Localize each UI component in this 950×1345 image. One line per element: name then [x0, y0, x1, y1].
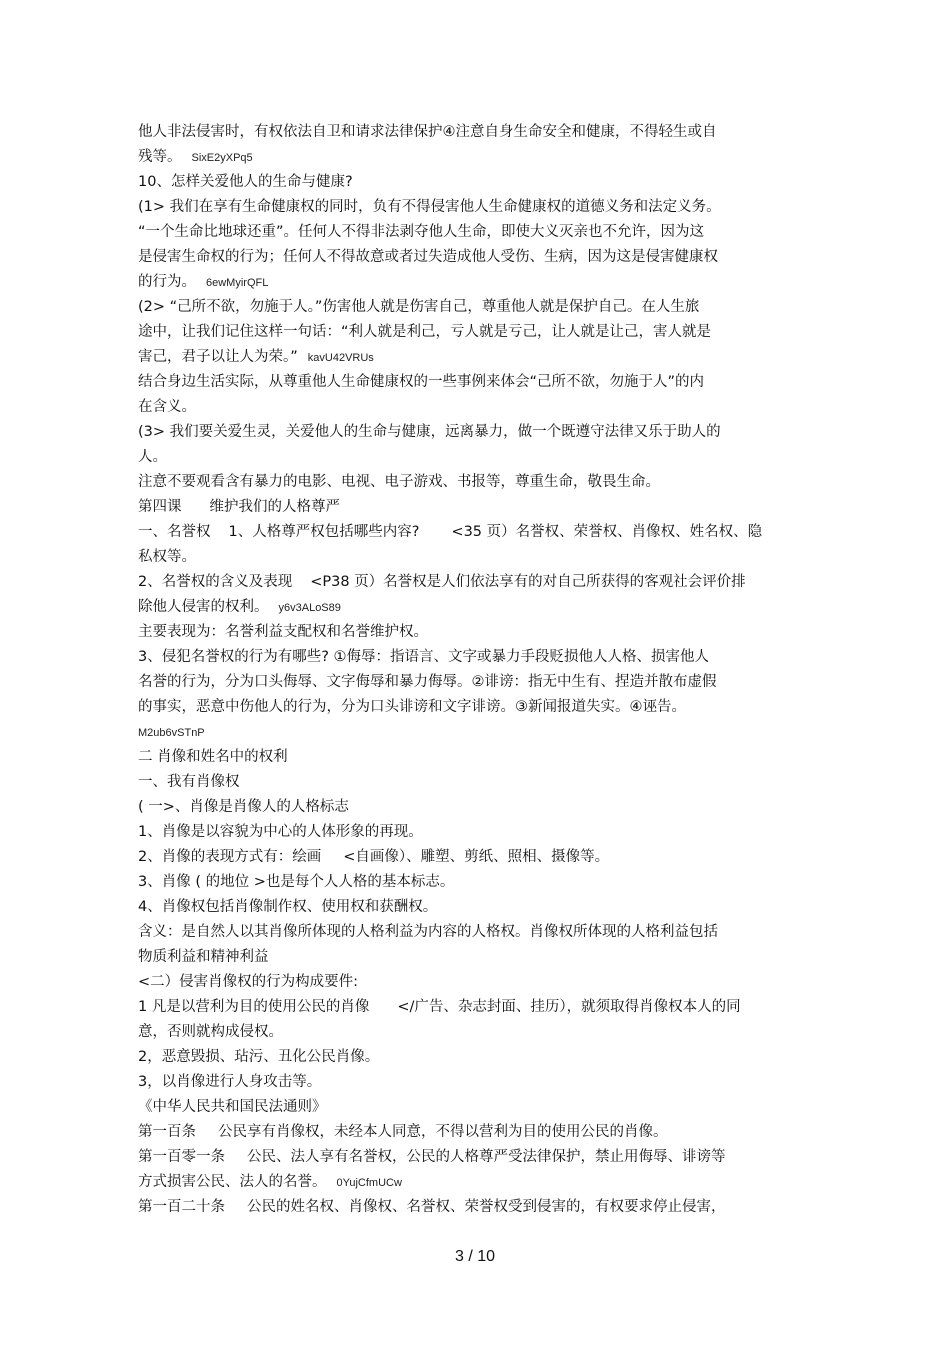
- line-text: 3、肖像 ( 的地位 >也是每个人人格的基本标志。: [138, 874, 455, 890]
- text-line: [138, 122, 717, 142]
- text-line: [138, 1022, 283, 1042]
- line-text: 途中，让我们记住这样一句话：“利人就是利己，亏人就是亏己，让人就是让己，害人就是: [138, 324, 712, 340]
- line-text: 名誉的行为，分为口头侮辱、文字侮辱和暴力侮辱。②诽谤：指无中生有、捏造并散布虚假: [138, 674, 717, 690]
- text-line: [138, 622, 428, 642]
- text-line: [138, 922, 718, 942]
- line-text: 3，以肖像进行人身攻击等。: [138, 1074, 322, 1090]
- document-code: kavU42VRUs: [307, 352, 374, 364]
- line-text: 人。: [138, 449, 167, 465]
- line-text: (1> 我们在享有生命健康权的同时，负有不得侵害他人生命健康权的道德义务和法定义务。: [138, 199, 721, 215]
- line-text: 第一百条: [138, 1124, 196, 1140]
- line-text-segment: 公民享有肖像权，未经本人同意，不得以营利为目的使用公民的肖像。: [218, 1124, 668, 1140]
- text-line: [138, 897, 437, 917]
- line-text-segment: <35 页）名誉权、荣誉权、肖像权、姓名权、隐: [451, 524, 763, 540]
- text-line: [138, 722, 205, 742]
- line-text: 意，否则就构成侵权。: [138, 1024, 283, 1040]
- line-text: 在含义。: [138, 399, 196, 415]
- text-line: [138, 747, 288, 767]
- text-line: [138, 1097, 327, 1117]
- text-line: [138, 397, 196, 417]
- line-text: (2> “己所不欲，勿施于人。”伤害他人就是伤害自己，尊重他人就是保护自己。在人生旅: [138, 299, 700, 315]
- text-line: [138, 472, 660, 492]
- line-text-segment: 公民的姓名权、肖像权、名誉权、荣誉权受到侵害的，有权要求停止侵害，: [247, 1199, 726, 1215]
- text-line: [138, 372, 704, 392]
- line-text: 《中华人民共和国民法通则》: [138, 1099, 327, 1115]
- text-line: [138, 222, 704, 242]
- line-text: 1 凡是以营利为目的使用公民的肖像: [138, 999, 370, 1015]
- text-line: [138, 1122, 668, 1142]
- line-text: 的行为。: [138, 274, 196, 290]
- line-text: 含义：是自然人以其肖像所体现的人格利益为内容的人格权。肖像权所体现的人格利益包括: [138, 924, 718, 940]
- line-text: 10、怎样关爱他人的生命与健康?: [138, 174, 353, 190]
- text-line: [138, 1197, 726, 1217]
- text-line: [138, 172, 353, 192]
- line-text: 害己，君子以让人为荣。”: [138, 349, 298, 365]
- line-text: 注意不要观看含有暴力的电影、电视、电子游戏、书报等，尊重生命，敬畏生命。: [138, 474, 660, 490]
- text-line: [138, 872, 454, 892]
- text-line: [138, 197, 721, 217]
- line-text: 的事实，恶意中伤他人的行为，分为口头诽谤和文字诽谤。③新闻报道失实。④诬告。: [138, 699, 686, 715]
- text-line: [138, 847, 609, 867]
- line-text-segment: </广告、杂志封面、挂历），就须取得肖像权本人的同: [397, 999, 741, 1015]
- text-line: [138, 547, 196, 567]
- text-line: [138, 797, 349, 817]
- text-line: [138, 822, 423, 842]
- line-text: 2、肖像的表现方式有：绘画: [138, 849, 322, 865]
- line-text: 一、我有肖像权: [138, 774, 240, 790]
- line-text: 4、肖像权包括肖像制作权、使用权和获酬权。: [138, 899, 438, 915]
- text-line: [138, 997, 741, 1017]
- text-line: [138, 572, 746, 592]
- text-line: [138, 772, 240, 792]
- line-text: 1、肖像是以容貌为中心的人体形象的再现。: [138, 824, 423, 840]
- text-line: [138, 1047, 379, 1067]
- text-line: [138, 347, 374, 367]
- line-text-segment: 公民、法人享有名誉权，公民的人格尊严受法律保护，禁止用侮辱、诽谤等: [247, 1149, 726, 1165]
- text-line: [138, 272, 268, 292]
- line-text: 是侵害生命权的行为；任何人不得故意或者过失造成他人受伤、生病，因为这是侵害健康权: [138, 249, 718, 265]
- line-text: 私权等。: [138, 549, 196, 565]
- line-text: “一个生命比地球还重”。任何人不得非法剥夺他人生命，即使大义灭亲也不允许，因为这: [138, 224, 705, 240]
- line-text: 2，恶意毁损、玷污、丑化公民肖像。: [138, 1049, 380, 1065]
- page-number: 3 / 10: [454, 1248, 496, 1265]
- line-text: 2、名誉权的含义及表现: [138, 574, 293, 590]
- line-text: ( 一>、肖像是肖像人的人格标志: [138, 799, 349, 815]
- line-text: 方式损害公民、法人的名誉。: [138, 1174, 327, 1190]
- text-line: [138, 247, 718, 267]
- text-line: [138, 697, 686, 717]
- line-text-segment: 1、人格尊严权包括哪些内容?: [228, 524, 420, 540]
- line-text: <二）侵害肖像权的行为构成要件:: [138, 974, 359, 990]
- line-text: 第一百二十条: [138, 1199, 225, 1215]
- line-text: 二 肖像和姓名中的权利: [138, 749, 288, 765]
- document-code: 6ewMyirQFL: [206, 277, 269, 289]
- text-line: [138, 1172, 402, 1192]
- line-text: 他人非法侵害时，有权依法自卫和请求法律保护④注意自身生命安全和健康，不得轻生或自: [138, 124, 717, 140]
- line-text: 结合身边生活实际，从尊重他人生命健康权的一些事例来体会“己所不欲，勿施于人”的内: [138, 374, 705, 390]
- line-text: 第四课: [138, 499, 182, 515]
- line-text: 物质利益和精神利益: [138, 949, 269, 965]
- line-text-segment: 维护我们的人格尊严: [209, 499, 340, 515]
- text-line: [138, 672, 717, 692]
- text-line: [138, 1147, 726, 1167]
- line-text: 一、名誉权: [138, 524, 211, 540]
- text-line: [138, 972, 358, 992]
- document-code: M2ub6vSTnP: [138, 727, 205, 739]
- text-line: [138, 497, 340, 517]
- line-text-segment: <自画像）、雕塑、剪纸、照相、摄像等。: [343, 849, 610, 865]
- text-line: [138, 1072, 321, 1092]
- line-text: 3、侵犯名誉权的行为有哪些? ①侮辱：指语言、文字或暴力手段贬损他人人格、损害他人: [138, 649, 710, 665]
- line-text-segment: <P38 页）名誉权是人们依法享有的对自己所获得的客观社会评价排: [310, 574, 746, 590]
- text-line: [138, 447, 167, 467]
- text-line: [138, 947, 269, 967]
- line-text: 除他人侵害的权利。: [138, 599, 269, 615]
- line-text: (3> 我们要关爱生灵，关爱他人的生命与健康，远离暴力，做一个既遵守法律又乐于助人的: [138, 424, 721, 440]
- line-text: 第一百零一条: [138, 1149, 225, 1165]
- text-line: [138, 422, 721, 442]
- document-code: SixE2yXPq5: [191, 152, 253, 164]
- document-code: 0YujCfmUCw: [336, 1177, 402, 1189]
- line-text: 残等。: [138, 149, 182, 165]
- text-line: [138, 147, 253, 167]
- text-line: [138, 322, 711, 342]
- document-code: y6v3ALoS89: [278, 602, 341, 614]
- text-line: [138, 647, 709, 667]
- text-line: [138, 297, 699, 317]
- text-line: [138, 597, 341, 617]
- line-text: 主要表现为：名誉利益支配权和名誉维护权。: [138, 624, 428, 640]
- text-line: [138, 522, 762, 542]
